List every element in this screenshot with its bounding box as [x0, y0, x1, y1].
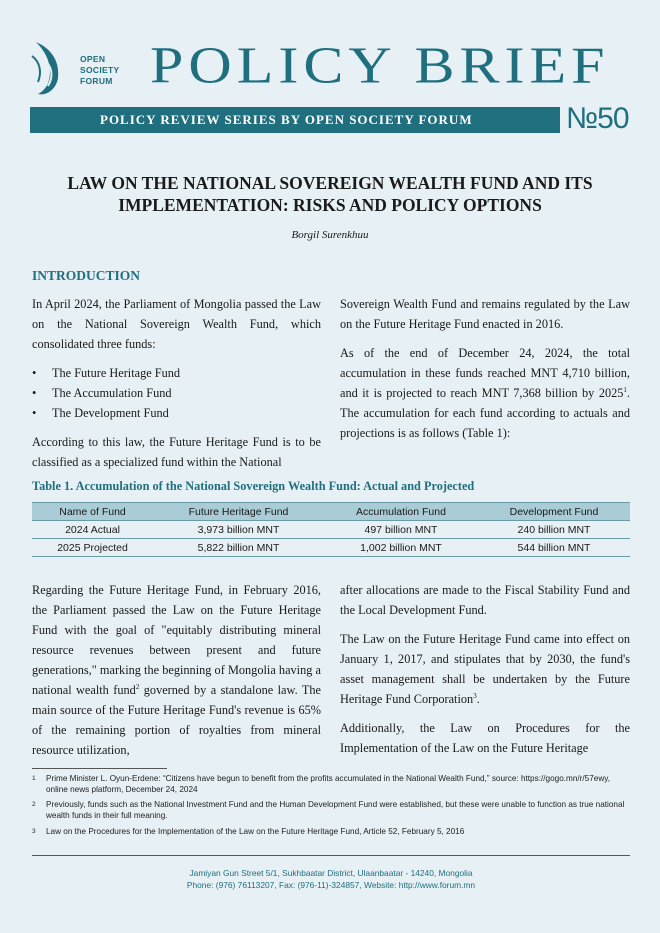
body-column-left: [32, 580, 321, 769]
table-cell: 240 billion MNT: [478, 521, 630, 539]
paragraph: The Law on the Future Heritage Fund came into effect on January 1, 2017, and stipulates that by 2030, the fund's asset management shall be undertaken by the Future Heritage Fund Corporation$^3$.: [340, 632, 630, 706]
footnote-divider: [32, 768, 167, 769]
table-header-cell: Development Fund: [478, 503, 630, 521]
table-cell: 497 billion MNT: [324, 521, 478, 539]
body-column-right: [340, 580, 630, 767]
table-cell: 5,822 billion MNT: [153, 539, 324, 557]
table-header-row: [32, 503, 630, 521]
org-name: OPEN SOCIETY FORUM: [80, 54, 120, 86]
list-item: • The Future Heritage Fund: [32, 363, 321, 383]
table-cell: 2024 Actual: [32, 521, 153, 539]
paragraph: Regarding the Future Heritage Fund, in February 2016, the Parliament passed the Law on the Future Heritage Fund with the goal of "equitably distributing mineral resource revenues between present and future generations," marking the beginning of Mongolia having a national wealth fund$^2$ governed by a standalone law. The main source of the Future Heritage Fund's revenue is 65% of the remaining portion of royalties from mineral resource utilization,: [32, 583, 322, 757]
table-cell: 3,973 billion MNT: [153, 521, 324, 539]
author: Borgil Surenkhuu: [291, 229, 369, 241]
table-header-cell: Accumulation Fund: [324, 503, 478, 521]
table-header-cell: Future Heritage Fund: [153, 503, 324, 521]
paragraph: Additionally, the Law on Procedures for the Implementation of the Law on the Future Heritage: [340, 721, 630, 755]
footer-divider: [32, 855, 630, 856]
section-heading: INTRODUCTION: [32, 268, 141, 283]
footnote-ref[interactable]: 3: [473, 691, 477, 700]
issue-number: №50: [566, 102, 629, 135]
contact-line[interactable]: Phone: (976) 76113207, Fax: (976-11)-324857, Website: http://www.forum.mn: [186, 880, 476, 890]
document-title: LAW ON THE NATIONAL SOVEREIGN WEALTH FUND AND ITS IMPLEMENTATION: RISKS AND POLICY OPTIONS: [67, 173, 593, 215]
list-item: • The Accumulation Fund: [32, 383, 321, 403]
list-item: • The Development Fund: [32, 403, 321, 423]
fund-list: [32, 363, 321, 423]
table-caption: Table 1. Accumulation of the National Sovereign Wealth Fund: Actual and Projected: [32, 479, 475, 493]
footnote: 2 Previously, funds such as the National Investment Fund and the Human Development Fund were established, but these were unable to function as true national wealth funds in their full meaning.: [32, 800, 625, 820]
footer-address: Jamiyan Gun Street 5/1, Sukhbaatar District, Ulaanbaatar - 14240, Mongolia Phone: (976) 76113207, Fax: (976-11)-324857, Website: http://www.forum.mn: [32, 867, 630, 891]
policy-brief-title: POLICY BRIEF: [150, 36, 610, 94]
paragraph: In April 2024, the Parliament of Mongolia passed the Law on the National Sovereign Wealth Fund, which consolidated three funds:: [32, 297, 321, 351]
open-society-forum-logo-icon: [30, 38, 78, 98]
table-row: [32, 539, 630, 557]
accumulation-table: [32, 502, 630, 557]
table-cell: 1,002 billion MNT: [324, 539, 478, 557]
intro-column-left: [32, 294, 321, 481]
series-label: POLICY REVIEW SERIES BY OPEN SOCIETY FORUM: [100, 112, 473, 127]
table-cell: 544 billion MNT: [478, 539, 630, 557]
table-cell: 2025 Projected: [32, 539, 153, 557]
paragraph: Sovereign Wealth Fund and remains regulated by the Law on the Future Heritage Fund enacted in 2016.: [340, 297, 630, 331]
footnote: 3 Law on the Procedures for the Implementation of the Law on the Future Heritage Fund, Article 52, February 5, 2016: [32, 827, 465, 836]
paragraph: As of the end of December 24, 2024, the total accumulation in these funds reached MNT 4,710 billion, and it is projected to reach MNT 7,368 billion by 2025$^1$. The accumulation for each fund according to actuals and projections is as follows (Table 1):: [340, 346, 630, 440]
footnote-ref[interactable]: 2: [135, 682, 140, 691]
intro-column-right: [340, 294, 630, 452]
footnote-ref[interactable]: 1: [623, 385, 627, 394]
footnote: 1 Prime Minister L. Oyun-Erdene: “Citizens have begun to benefit from the profits accumulated in the National Wealth Fund,” source: https://gogo.mn/r/57ewy, online news platform, December 24, 2024: [32, 774, 611, 794]
table-row: [32, 521, 630, 539]
paragraph: According to this law, the Future Heritage Fund is to be classified as a specialized fund within the National: [32, 435, 321, 469]
table-header-cell: Name of Fund: [32, 503, 153, 521]
paragraph: after allocations are made to the Fiscal Stability Fund and the Local Development Fund.: [340, 583, 630, 617]
